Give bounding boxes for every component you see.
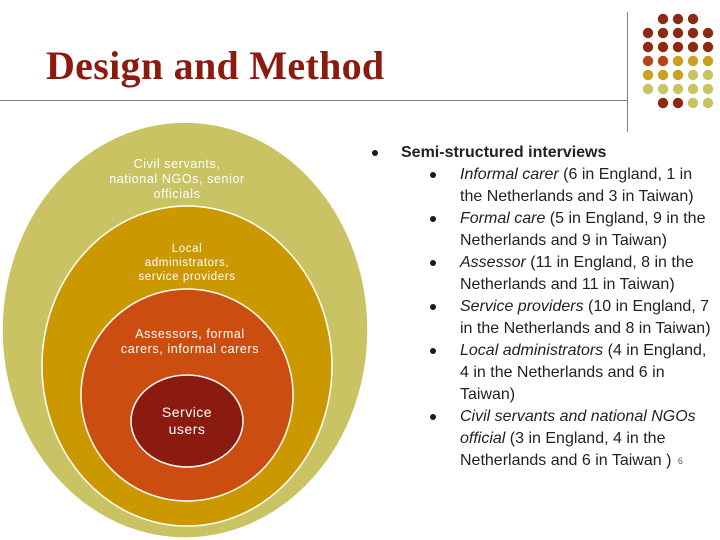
participant-item [401,252,715,296]
participant-detail: (11 in England, 8 in the Netherlands and 11 in Taiwan) [460,254,694,293]
bullet-icon [430,414,436,420]
bullet-icon [430,304,436,310]
interviews-heading: Semi-structured interviews [401,144,607,161]
ring-label-service-users: Service users [161,404,213,437]
ring-label-civil-servants: Civil servants, national NGOs, senior officials [109,157,245,201]
participant-term: Formal care [460,210,546,227]
bullet-icon [430,260,436,266]
participant-detail: (3 in England, 4 in the Netherlands and 6 in Taiwan ) [460,430,672,469]
participant-list [401,164,715,472]
bullet-icon [430,216,436,222]
slide-number: 6 [677,456,683,466]
participant-detail: (5 in England, 9 in the Netherlands and 9 in Taiwan) [460,210,706,249]
bullet-icon [372,150,378,156]
method-list [370,142,715,472]
participant-item [401,164,715,208]
participant-detail: (6 in England, 1 in the Netherlands and 3 in Taiwan) [460,166,694,205]
participant-item [401,406,715,472]
participant-term: Assessor [460,254,526,271]
list-item-interviews [370,142,715,472]
participant-detail: (4 in England, 4 in the Netherlands and 6 in Taiwan) [460,342,707,403]
participant-item [401,296,715,340]
participant-term: Service providers [460,298,584,315]
participant-item [401,340,715,406]
bullet-icon [430,172,436,178]
participant-term: Civil servants and national NGOs official [460,408,696,447]
participant-term: Local administrators [460,342,604,359]
participant-detail: (10 in England, 7 in the Netherlands and 8 in Taiwan) [460,298,711,337]
participant-item [401,208,715,252]
ring-label-local-administrators: Local administrators, service providers [138,243,236,283]
participant-term: Informal carer [460,166,559,183]
ring-label-assessors: Assessors, formal carers, informal carers [120,327,260,356]
bullet-icon [430,348,436,354]
slide-title: Design and Method [46,43,385,88]
